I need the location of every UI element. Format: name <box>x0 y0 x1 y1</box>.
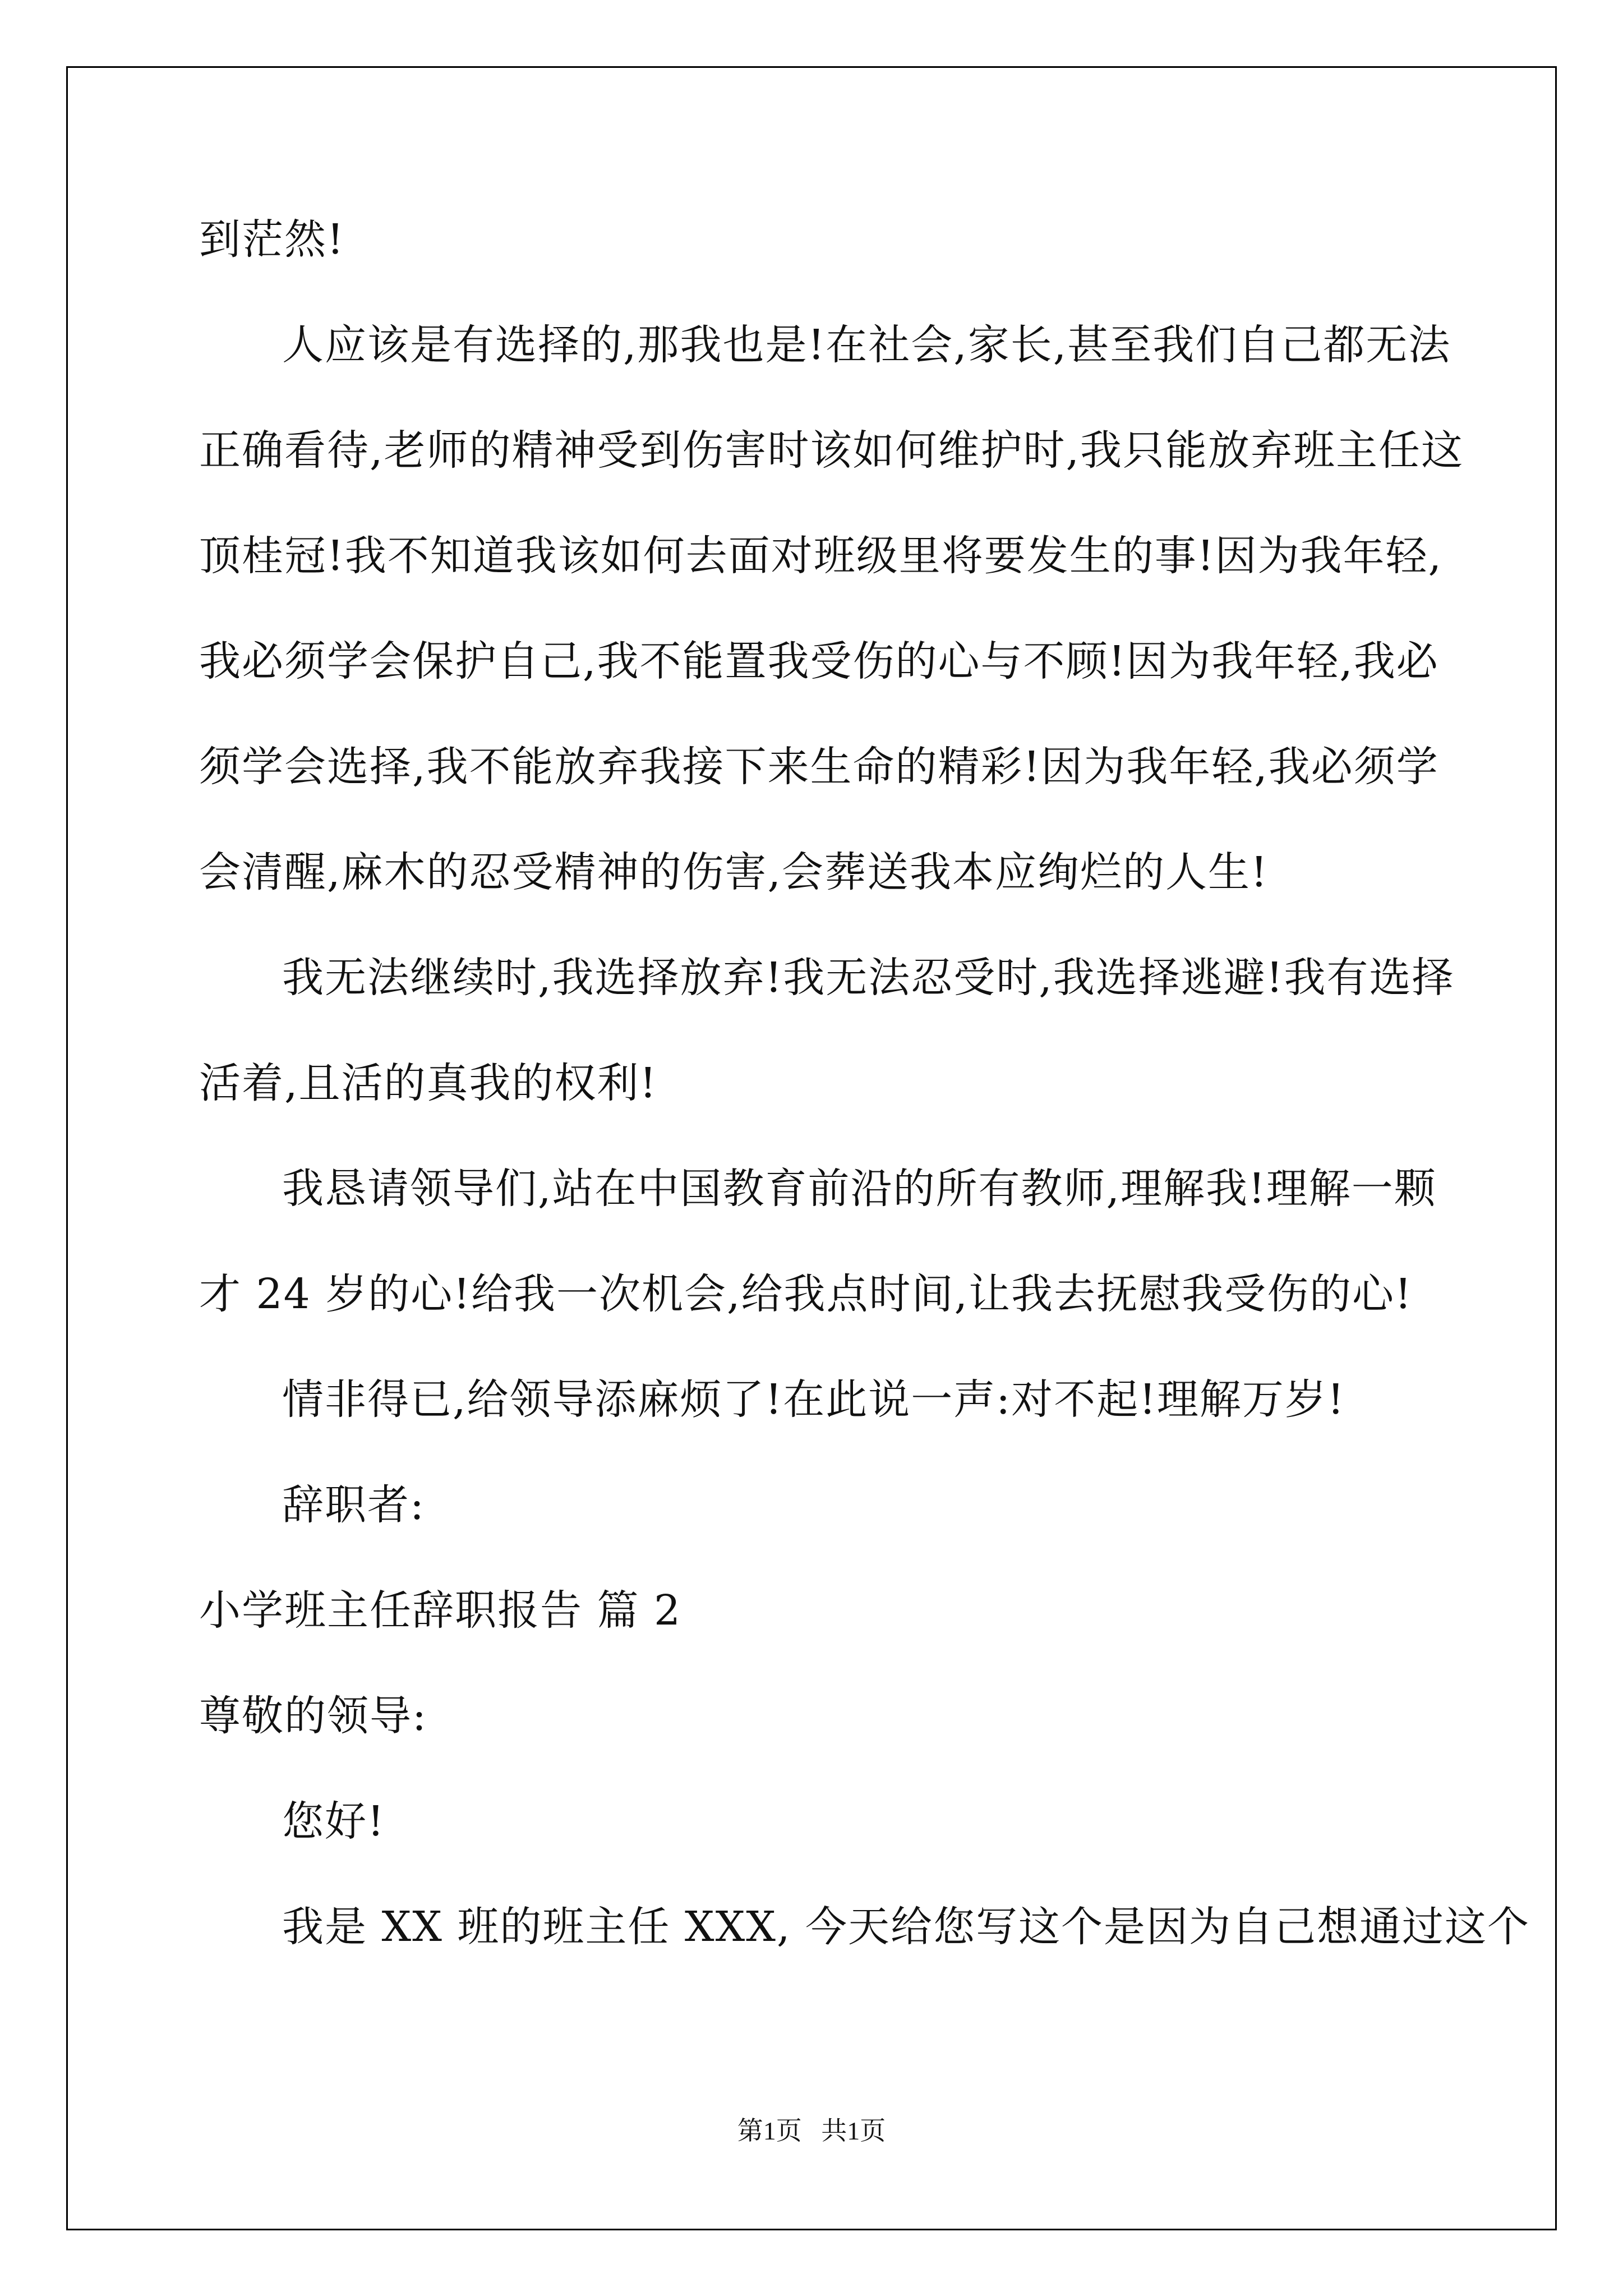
text-line: 您好! <box>282 1797 385 1846</box>
text-line: 辞职者: <box>282 1481 425 1529</box>
text-line: 顶桂冠!我不知道我该如何去面对班级里将要发生的事!因为我年轻, <box>199 532 1442 580</box>
text-line: 小学班主任辞职报告 篇 2 <box>199 1586 682 1635</box>
text-line: 正确看待,老师的精神受到伤害时该如何维护时,我只能放弃班主任这 <box>199 426 1464 475</box>
text-line: 到茫然! <box>199 215 345 264</box>
text-line: 我是 XX 班的班主任 XXX, 今天给您写这个是因为自己想通过这个 <box>282 1903 1530 1951</box>
page-number-current: 第1页 <box>737 2116 802 2145</box>
text-line: 须学会选择,我不能放弃我接下来生命的精彩!因为我年轻,我必须学 <box>199 743 1439 791</box>
text-line: 我恳请领导们,站在中国教育前沿的所有教师,理解我!理解一颗 <box>282 1165 1437 1213</box>
text-line: 我无法继续时,我选择放弃!我无法忍受时,我选择逃避!我有选择 <box>282 954 1455 1002</box>
text-line: 活着,且活的真我的权利! <box>199 1059 658 1107</box>
text-line: 尊敬的领导: <box>199 1692 427 1740</box>
text-line: 人应该是有选择的,那我也是!在社会,家长,甚至我们自己都无法 <box>282 321 1451 369</box>
page-footer <box>0 2110 1623 2147</box>
document-body <box>199 215 1530 2012</box>
text-line: 情非得已,给领导添麻烦了!在此说一声:对不起!理解万岁! <box>282 1375 1345 1424</box>
text-line: 我必须学会保护自己,我不能置我受伤的心与不顾!因为我年轻,我必 <box>199 637 1439 685</box>
text-line: 才 24 岁的心!给我一次机会,给我点时间,让我去抚慰我受伤的心! <box>199 1270 1413 1318</box>
page-number-total: 共1页 <box>821 2116 886 2145</box>
text-line: 会清醒,麻木的忍受精神的伤害,会葬送我本应绚烂的人生! <box>199 848 1269 896</box>
